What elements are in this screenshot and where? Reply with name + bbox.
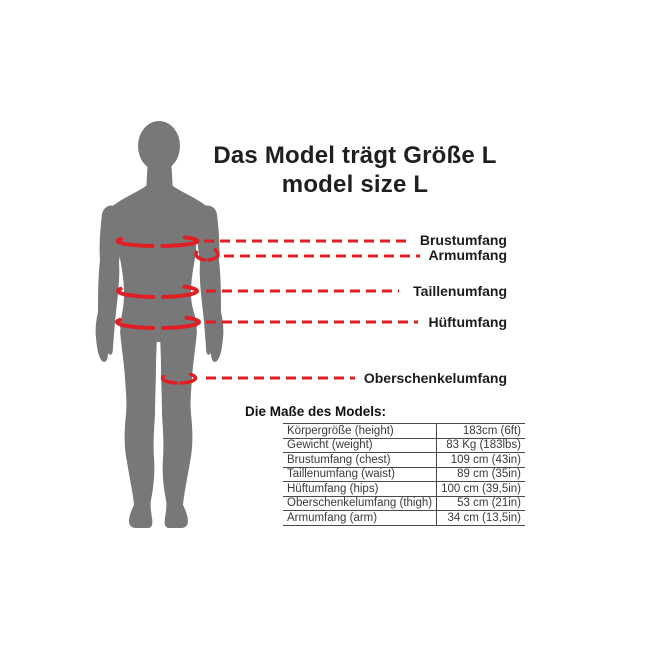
row-value: 109 cm (43in)	[437, 453, 525, 468]
page-title	[200, 141, 510, 199]
measurements-table	[283, 423, 525, 526]
table-row	[283, 496, 525, 511]
row-label: Oberschenkelumfang (thigh)	[283, 496, 437, 511]
row-label: Armumfang (arm)	[283, 511, 437, 526]
page-title-line-de: Das Model trägt Größe L	[213, 142, 497, 169]
row-label: Körpergröße (height)	[283, 424, 437, 439]
row-label: Taillenumfang (waist)	[283, 467, 437, 482]
table-row	[283, 438, 525, 453]
silhouette-left-arm	[96, 206, 124, 362]
table-row	[283, 424, 525, 439]
table-row	[283, 467, 525, 482]
row-value: 53 cm (21in)	[437, 496, 525, 511]
label-hips: Hüftumfang	[428, 314, 507, 330]
row-value: 34 cm (13,5in)	[437, 511, 525, 526]
row-label: Brustumfang (chest)	[283, 453, 437, 468]
measurements-section	[245, 404, 525, 526]
page-title-line-en: model size L	[281, 171, 429, 198]
row-value: 89 cm (35in)	[437, 467, 525, 482]
table-row	[283, 453, 525, 468]
label-arm: Armumfang	[428, 247, 507, 263]
label-waist: Taillenumfang	[413, 283, 507, 299]
row-value: 100 cm (39,5in)	[437, 482, 525, 497]
table-row	[283, 511, 525, 526]
row-label: Gewicht (weight)	[283, 438, 437, 453]
silhouette-left-leg	[120, 330, 157, 528]
row-value: 83 Kg (183lbs)	[437, 438, 525, 453]
label-thigh: Oberschenkelumfang	[363, 370, 507, 386]
row-label: Hüftumfang (hips)	[283, 482, 437, 497]
silhouette-right-arm	[195, 206, 223, 362]
table-heading: Die Maße des Models:	[245, 404, 387, 419]
row-value: 183cm (6ft)	[437, 424, 525, 439]
leader-lines	[204, 241, 420, 378]
silhouette-right-leg	[160, 330, 197, 528]
label-chest: Brustumfang	[419, 232, 507, 248]
table-row	[283, 482, 525, 497]
